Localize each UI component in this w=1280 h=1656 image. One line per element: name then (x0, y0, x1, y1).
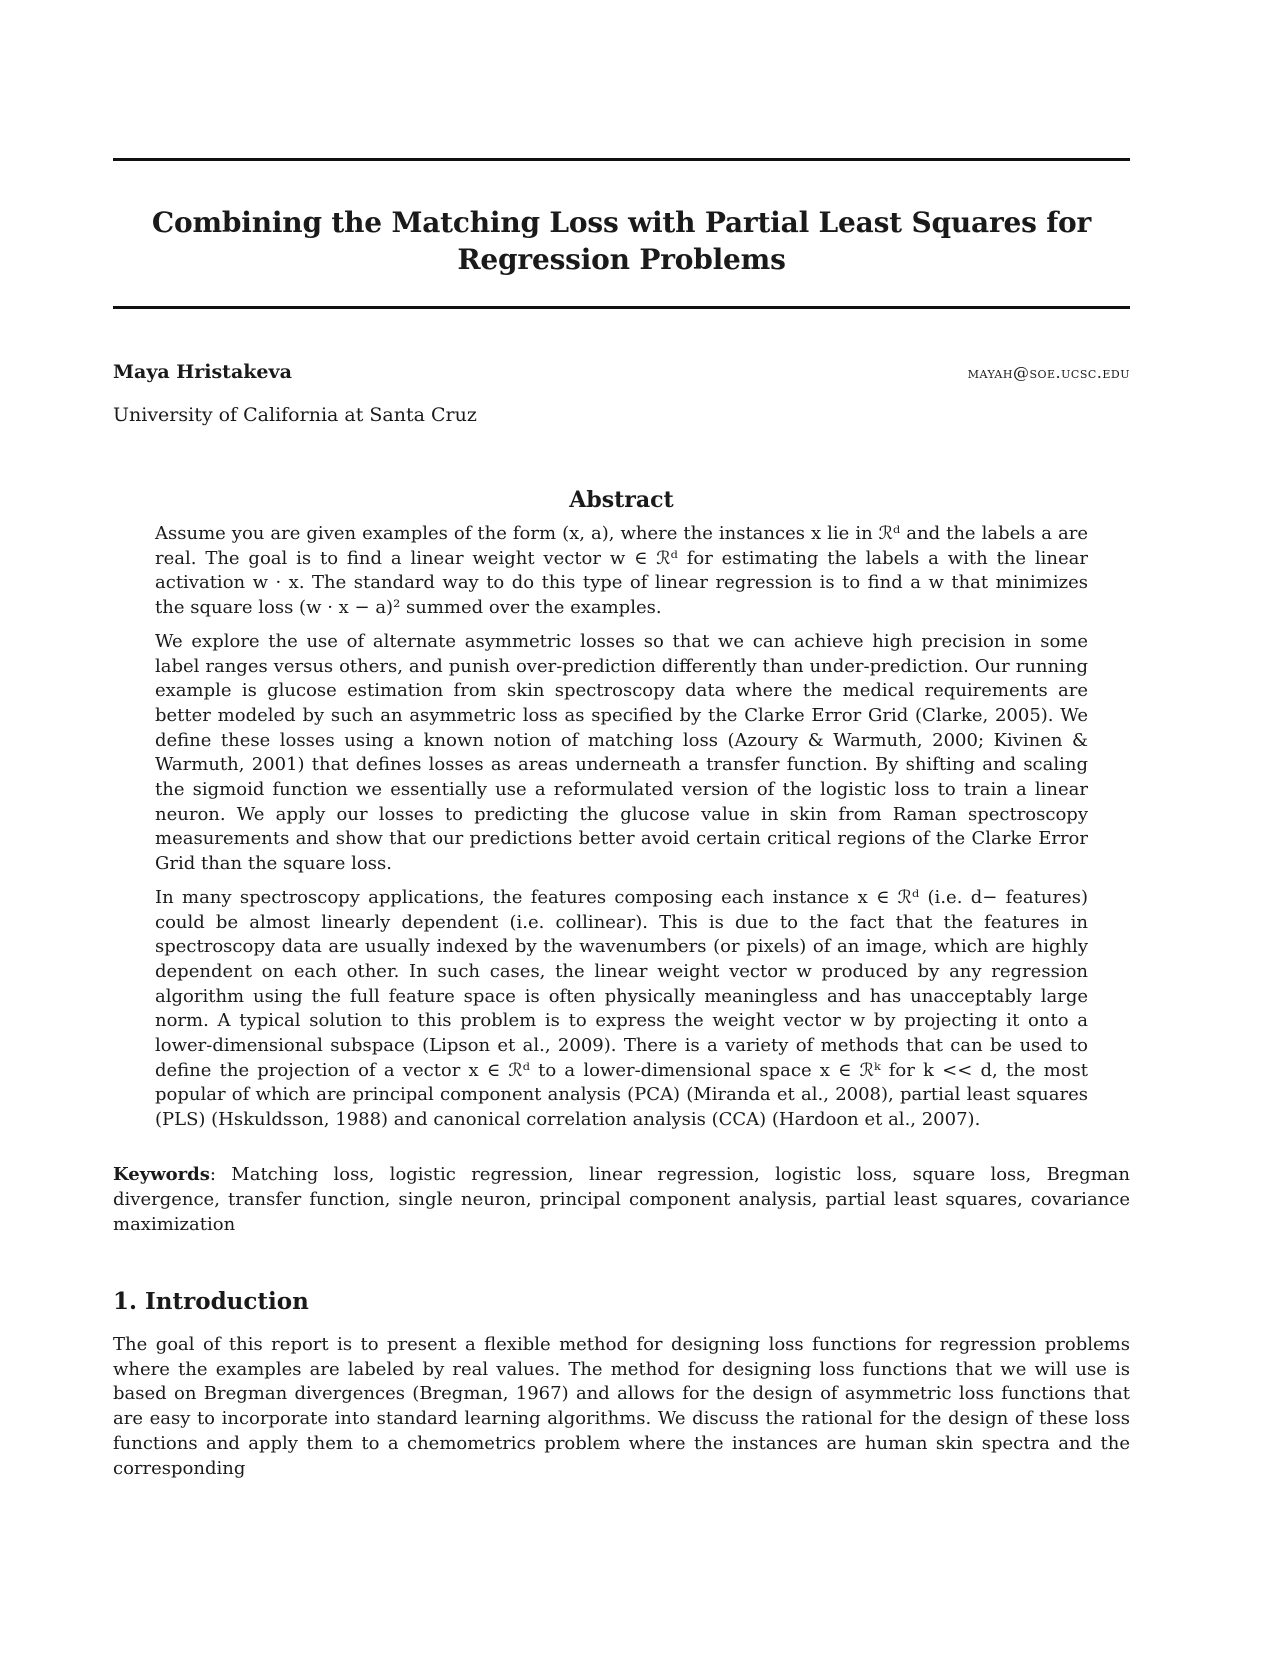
keywords-label: Keywords (113, 1164, 210, 1185)
abstract-heading: Abstract (569, 487, 674, 513)
keywords-text: : Matching loss, logistic regression, linear regression, logistic loss, square loss, Bregman divergence, transfer function, single neuron, principal component analysis, partial least squares, covariance maximization (113, 1164, 1130, 1235)
abstract-paragraph: In many spectroscopy applications, the features composing each instance x ∈ ℛᵈ (i.e. d− features) could be almost linearly dependent (i.e. collinear). This is due to the fact that the features in spectroscopy data are usually indexed by the wavenumbers (or pixels) of an image, which are highly dependent on each other. In such cases, the linear weight vector w produced by any regression algorithm using the full feature space is often physically meaningless and has unacceptably large norm. A typical solution to this problem is to express the weight vector w by projecting it onto a lower-dimensional subspace (Lipson et al., 2009). There is a variety of methods that can be used to define the projection of a vector x ∈ ℛᵈ to a lower-dimensional space x ∈ ℛᵏ for k << d, the most popular of which are principal component analysis (PCA) (Miranda et al., 2008), partial least squares (PLS) (Hskuldsson, 1988) and canonical correlation analysis (CCA) (Hardoon et al., 2007). (155, 886, 1088, 1131)
author-affiliation: University of California at Santa Cruz (113, 404, 477, 426)
title-rule-top (113, 158, 1130, 161)
author-email: mayah@soe.ucsc.edu (967, 363, 1130, 382)
abstract-paragraph: Assume you are given examples of the form (x, a), where the instances x lie in ℛᵈ and the labels a are real. The goal is to find a linear weight vector w ∈ ℛᵈ for estimating the labels a with the linear activation w · x. The standard way to do this type of linear regression is to find a w that minimizes the square loss (w · x − a)² summed over the examples. (155, 523, 1088, 619)
section-heading-introduction: 1. Introduction (113, 1288, 309, 1315)
keywords (113, 1162, 1130, 1237)
author-name: Maya Hristakeva (113, 361, 292, 383)
title-rule-bottom (113, 306, 1130, 309)
introduction-paragraph: The goal of this report is to present a flexible method for designing loss functions for regression problems where the examples are labeled by real values. The method for designing loss functions that we will use is based on Bregman divergences (Bregman, 1967) and allows for the design of asymmetric loss functions that are easy to incorporate into standard learning algorithms. We discuss the rational for the design of these loss functions and apply them to a chemometrics problem where the instances are human skin spectra and the corresponding (113, 1334, 1130, 1479)
abstract-paragraph: We explore the use of alternate asymmetric losses so that we can achieve high precision in some label ranges versus others, and punish over-prediction differently than under-prediction. Our running example is glucose estimation from skin spectroscopy data where the medical requirements are better modeled by such an asymmetric loss as specified by the Clarke Error Grid (Clarke, 2005). We define these losses using a known notion of matching loss (Azoury & Warmuth, 2000; Kivinen & Warmuth, 2001) that defines losses as areas underneath a transfer function. By shifting and scaling the sigmoid function we essentially use a reformulated version of the logistic loss to train a linear neuron. We apply our losses to predicting the glucose value in skin from Raman spectroscopy measurements and show that our predictions better avoid certain critical regions of the Clarke Error Grid than the square loss. (155, 630, 1088, 875)
paper-title: Combining the Matching Loss with Partial Least Squares for Regression Problems (151, 206, 1092, 276)
introduction-body (113, 1333, 1130, 1481)
abstract-body (155, 522, 1088, 1142)
